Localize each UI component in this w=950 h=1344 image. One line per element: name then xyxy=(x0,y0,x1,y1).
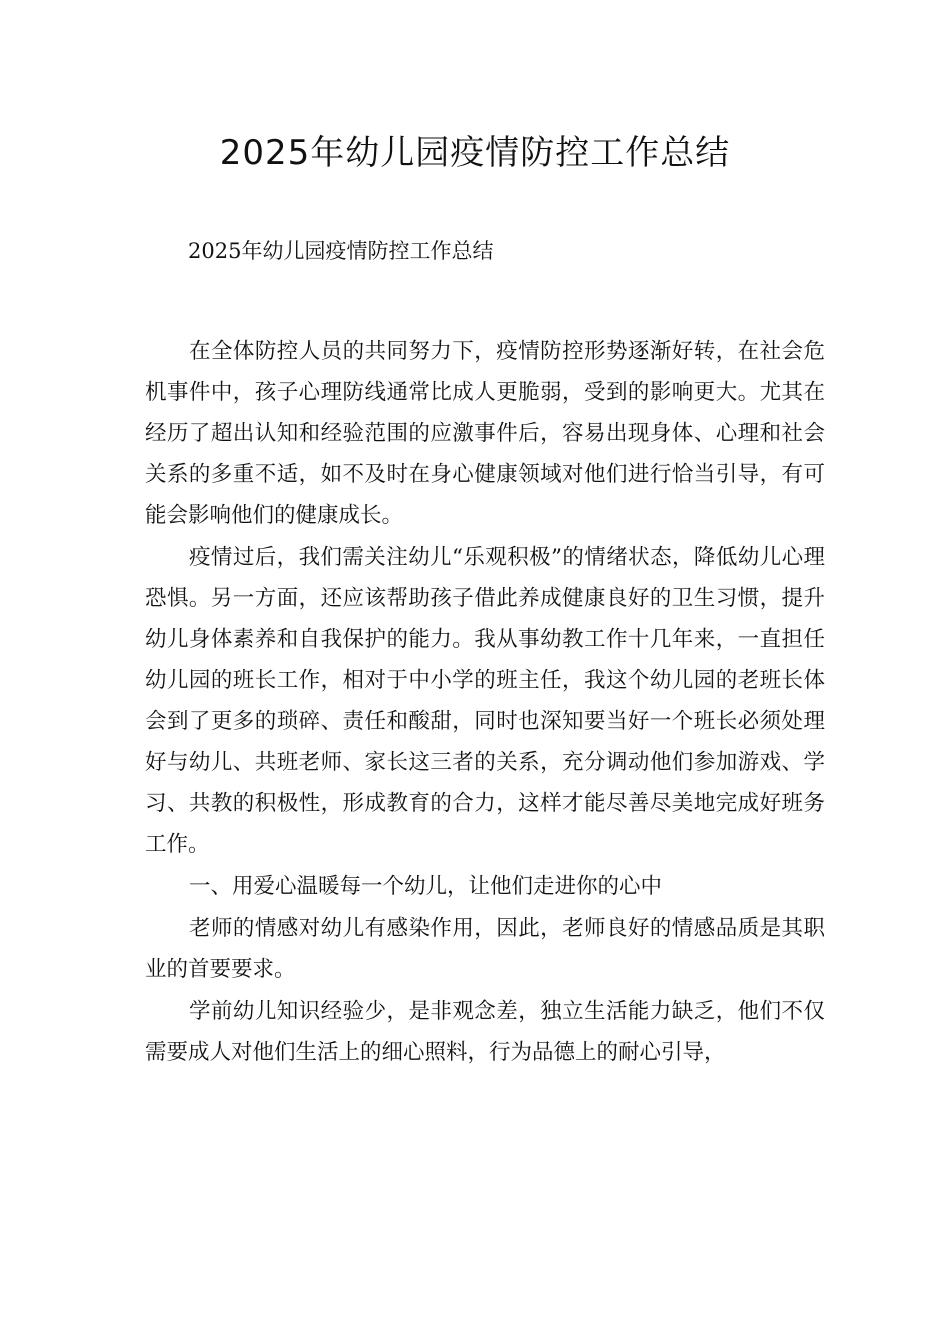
paragraph: 学前幼儿知识经验少，是非观念差，独立生活能力缺乏，他们不仅需要成人对他们生活上的细心照料，行为品德上的耐心引导， xyxy=(145,999,825,1065)
section-heading: 一、用爱心温暖每一个幼儿，让他们走进你的心中 xyxy=(189,874,663,899)
paragraph: 在全体防控人员的共同努力下，疫情防控形势逐渐好转，在社会危机事件中，孩子心理防线通常比成人更脆弱，受到的影响更大。尤其在经历了超出认知和经验范围的应激事件后，容易出现身体、心理和社会关系的多重不适，如不及时在身心健康领域对他们进行恰当引导，有可能会影响他们的健康成长。 xyxy=(145,339,825,528)
paragraph: 老师的情感对幼儿有感染作用，因此，老师良好的情感品质是其职业的首要要求。 xyxy=(145,916,825,982)
paragraph: 疫情过后，我们需关注幼儿“乐观积极”的情绪状态，降低幼儿心理恐惧。另一方面，还应该帮助孩子借此养成健康良好的卫生习惯，提升幼儿身体素养和自我保护的能力。我从事幼教工作十几年来，一直担任幼儿园的班长工作，相对于中小学的班主任，我这个幼儿园的老班长体会到了更多的琐碎、责任和酸甜，同时也深知要当好一个班长必须处理好与幼儿、共班老师、家长这三者的关系，充分调动他们参加游戏、学习、共教的积极性，形成教育的合力，这样才能尽善尽美地完成好班务工作。 xyxy=(145,545,825,857)
document-title: 2025年幼儿园疫情防控工作总结 xyxy=(219,133,731,173)
document-body xyxy=(145,331,825,1073)
document-subtitle: 2025年幼儿园疫情防控工作总结 xyxy=(188,239,494,263)
